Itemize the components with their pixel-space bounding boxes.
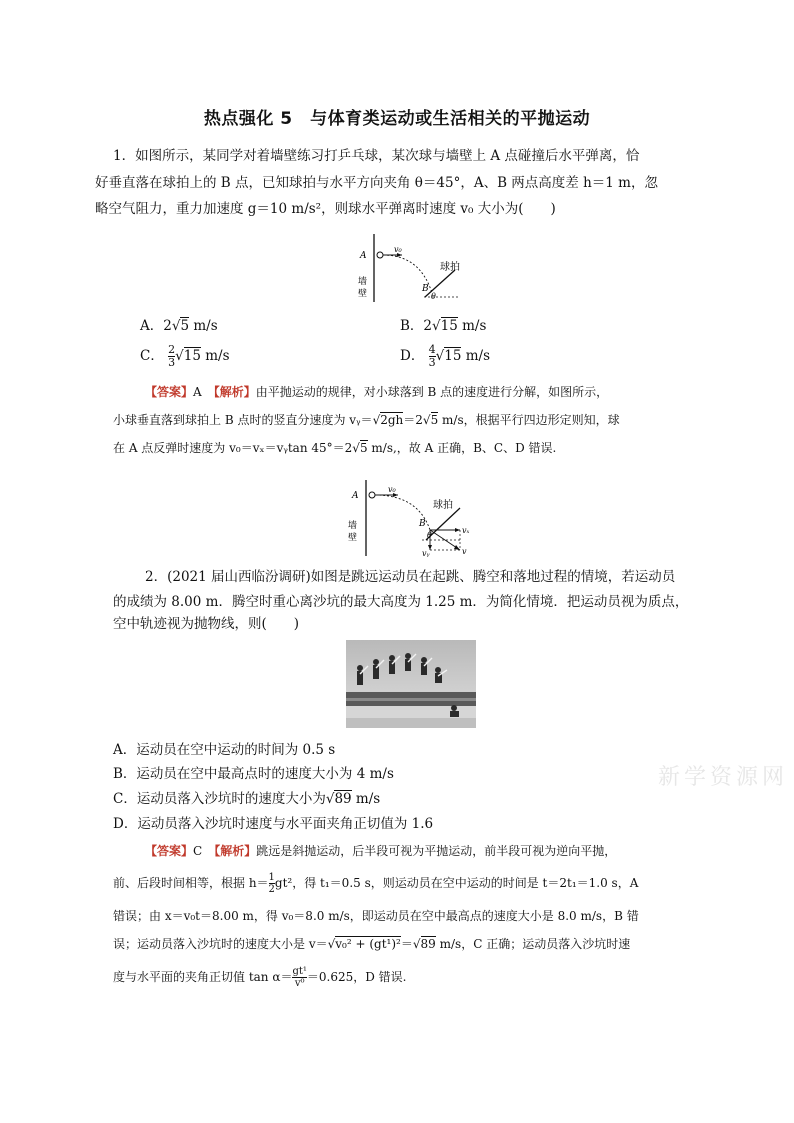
q2-option-a: A．运动员在空中运动的时间为 0.5 s xyxy=(113,742,336,758)
long-jump-photo xyxy=(346,640,476,728)
q2-answer-tag: 【答案】 xyxy=(145,844,194,858)
q2-stem-line-3: 空中轨迹视为抛物线，则( ) xyxy=(113,616,300,632)
fig2-label-b: B xyxy=(419,519,426,529)
page-title: 热点强化 5 与体育类运动或生活相关的平抛运动 xyxy=(203,109,591,129)
q1-option-d: D． $\frac{4}{3}$ √15 m/s xyxy=(400,343,490,369)
fig1-label-b: B xyxy=(422,284,429,294)
q2-explanation-line-4: 误；运动员落入沙坑时的速度大小是 v＝√v₀² + (gt¹)²＝√89 m/s，C 正确；运动员落入沙坑时速 xyxy=(113,937,631,951)
fig2-label-vx: vₓ xyxy=(462,526,470,535)
fig1-label-theta: θ xyxy=(431,292,436,301)
q2-explanation-line-2: 前、后段时间相等，根据 h＝ $\frac{1}{2}$ gt²，得 t₁＝0.5 s，则运动员在空中运动的时间是 t＝2t₁＝1.0 s，A xyxy=(113,872,639,895)
fig2-wall-2: 壁 xyxy=(348,533,358,543)
q1-answer: A xyxy=(193,385,202,399)
q1-analysis-tag: 【解析】 xyxy=(213,385,256,399)
q2-answer: C xyxy=(193,844,203,858)
fig2-label-v: v xyxy=(462,547,467,556)
q2-explanation-line-5: 度与水平面的夹角正切值 tan α＝ $\frac{\text{gt¹}}{\text{v⁰}}$ ＝0.625，D 错误. xyxy=(113,966,407,989)
q2-explanation-line-3: 错误；由 x＝v₀t＝8.00 m，得 v₀＝8.0 m/s，即运动员在空中最高点的速度大小是 8.0 m/s，B 错 xyxy=(113,909,639,923)
q1-option-a: A．2√5 m/s xyxy=(140,318,218,334)
q1-stem-line-2: 好垂直落在球拍上的 B 点，已知球拍与水平方向夹角 θ＝45°，A、B 两点高度差 h＝1 m，忽 xyxy=(95,175,658,191)
fig2-label-theta: θ xyxy=(427,531,432,540)
q1-option-b: B．2√15 m/s xyxy=(400,318,487,334)
q1-answer-tag: 【答案】 xyxy=(145,385,194,399)
fig1-label-racket: 球拍 xyxy=(440,262,460,273)
fig2-label-v0: v₀ xyxy=(388,485,396,494)
q2-stem-line-2: 的成绩为 8.00 m．腾空时重心离沙坑的最大高度为 1.25 m．为简化情境．把运动员视为质点， xyxy=(113,594,689,610)
fig1-label-a: A xyxy=(360,251,367,261)
q1-answer-line-1: 【答案】A 【解析】由平抛运动的规律，对小球落到 B 点的速度进行分解，如图所示， xyxy=(145,385,609,399)
q2-analysis-tag: 【解析】 xyxy=(214,844,257,858)
watermark: 新学资源网 xyxy=(658,765,789,790)
q2-option-b: B．运动员在空中最高点时的速度大小为 4 m/s xyxy=(113,766,394,782)
q1-figure xyxy=(350,232,480,304)
q2-option-c: C．运动员落入沙坑时的速度大小为√89 m/s xyxy=(113,791,381,807)
fig1-wall-1: 墙 xyxy=(358,277,368,287)
q2-option-d: D．运动员落入沙坑时速度与水平面夹角正切值为 1.6 xyxy=(113,816,434,832)
fig2-label-vy: vᵧ xyxy=(422,549,430,558)
q1-stem-line-1: 1．如图所示，某同学对着墙壁练习打乒乓球，某次球与墙壁上 A 点碰撞后水平弹离，恰 xyxy=(113,148,640,164)
fig1-label-v0: v₀ xyxy=(394,245,402,254)
q1-explanation-line-3: 在 A 点反弹时速度为 v₀＝vₓ＝vᵧtan 45°＝2√5 m/s,，故 A 正确，B、C、D 错误. xyxy=(113,441,557,455)
fig2-label-racket: 球拍 xyxy=(433,500,453,511)
q1-explanation-line-2: 小球垂直落到球拍上 B 点时的竖直分速度为 vᵧ＝√2gh＝2√5 m/s，根据平行四边形定则知，球 xyxy=(113,413,620,427)
q1-explanation-figure xyxy=(338,478,478,558)
q2-answer-line-1: 【答案】C 【解析】跳远是斜抛运动，后半段可视为平抛运动，前半段可视为逆向平抛， xyxy=(145,844,617,858)
fig2-wall-1: 墙 xyxy=(348,521,358,531)
q2-stem-line-1: 2．(2021 届山西临汾调研)如图是跳远运动员在起跳、腾空和落地过程的情境，若运动员 xyxy=(145,569,676,585)
q1-option-c: C． $\frac{2}{3}$ √15 m/s xyxy=(140,343,230,369)
fig2-label-a: A xyxy=(352,491,359,501)
q1-stem-line-3: 略空气阻力，重力加速度 g＝10 m/s²，则球水平弹离时速度 v₀ 大小为( ) xyxy=(95,201,556,217)
fig1-wall-2: 壁 xyxy=(358,289,368,299)
